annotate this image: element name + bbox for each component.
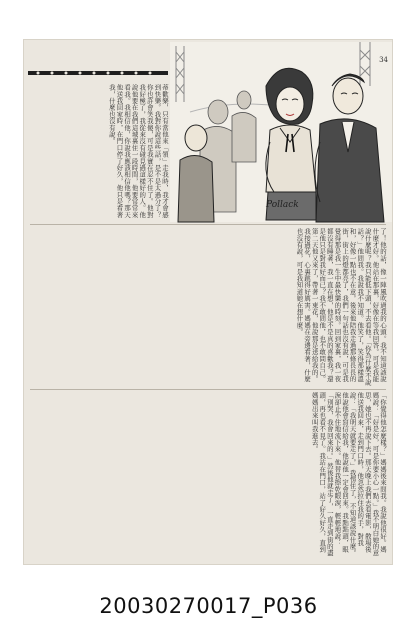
text-column-top: 蒂歡樂，只有當他來「領」走我時，我才會感到快樂。我對你說這些話，是不是太過分了？你也許會笑我傻，可是我實在忍不住了。他對我好極了，我從來沒有碰見過這樣好的人。他說他要在我們這城裏住一段時間，他要常常來看我。我相信他，你說我應該相信他嗎？那天他送我回家時，在門口停了好久，他只是看著我，什麼也沒有說。	[107, 84, 169, 218]
decorative-ornament-bar	[28, 68, 168, 78]
story-illustration	[170, 42, 392, 222]
scanned-magazine-page	[24, 40, 392, 564]
column-divider	[30, 389, 386, 390]
page-number: 34	[379, 56, 388, 64]
column-divider	[30, 224, 386, 225]
text-column-middle: 了！他的話，像一陣風吹過我的心頭。我不知道該說什麼才好。他站在那裏，好像在等我回答。可是我能說什麼呢？我只能低下頭，不去看他。「你為什麼不說話？」他問我。我說我不知道。他笑了，笑得那樣溫和，好像一點也不在意。後來他陪我走過那條長長的街，街上的燈都亮了，我們一句話也沒有說，可是我覺得那是我一生中最快樂的時刻。回到家裏，我一夜都沒有睡著，我一直在想，他是不是真的喜歡我？還是他只是對我好而已？我不敢問他，也不敢問自己。第二天他又來了，帶著一束花，他說那是送給我的。我接過花，心裏跳得好厲害。媽媽在旁邊看著，什麼也沒有說，可是我知道她在想什麼。	[295, 228, 387, 386]
illustrator-signature: Pollack	[266, 200, 299, 210]
text-column-bottom: 「你覺得他怎麼樣？」媽媽後來問我。我說他很好。媽媽說：「好是好，可是你要小心一點。」我不明白她的意思，她也不再說下去。那天晚上我們去看電影，散場後他送我回來，走到門口時，他忽然拉住我的手，對我說：「我明天就要走了。」我愣住了，不知道該說什麼。他說他會寫信給我，他說他一定會回來。我點點頭，眼淚卻止不住地流下來。他替我擦乾眼淚，輕輕地說：「別哭，我會回來的。」然後他就走了，一直走到街的盡頭，再也看不見了。我站在門口，站了好久好久，直到媽媽出來叫我進去。	[310, 392, 387, 557]
illustration-drawing	[170, 42, 392, 222]
archive-id-caption: 20030270017_P036	[99, 594, 318, 618]
